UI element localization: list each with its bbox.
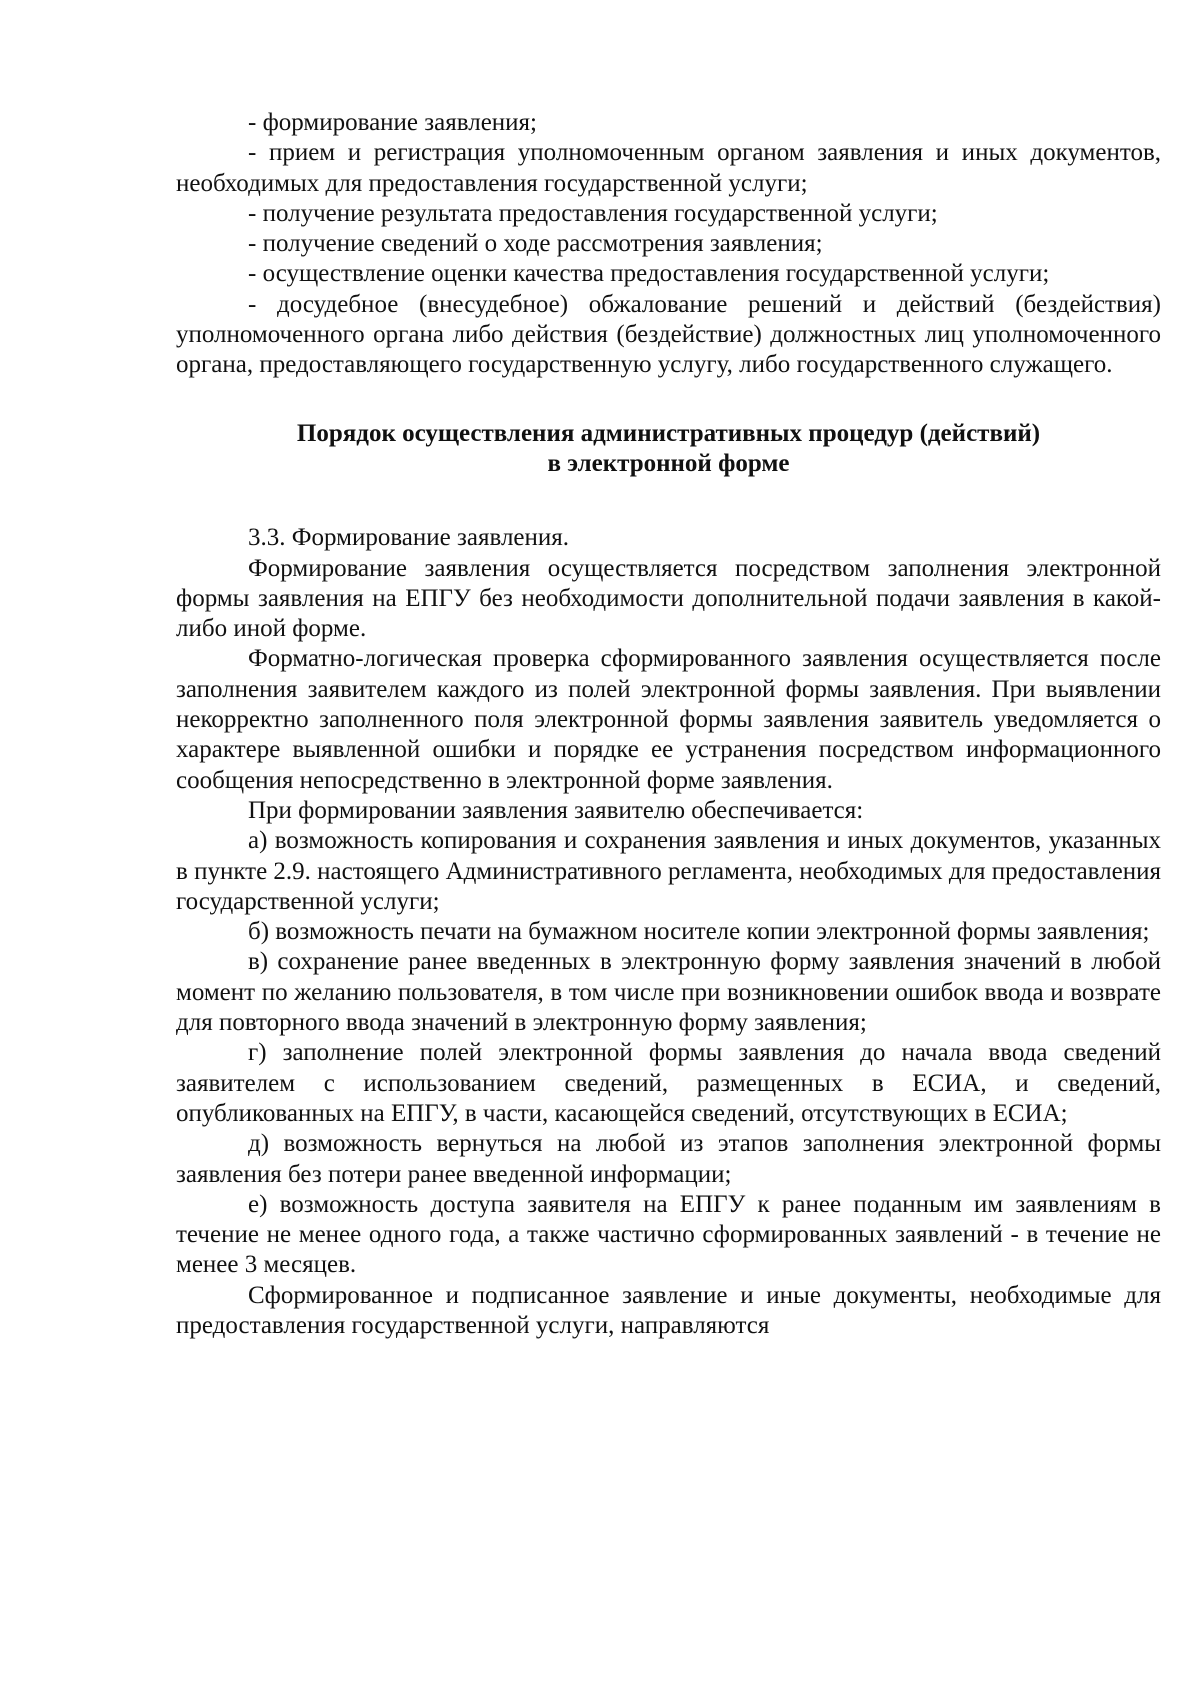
list-item: г) заполнение полей электронной формы заявления до начала ввода сведений заявителем с использованием сведений, размещенных в ЕСИА, и сведений, опубликованных на ЕПГУ, в части, касающейся сведений, отсутствующих в ЕСИА; [176, 1039, 1161, 1127]
list-item: е) возможность доступа заявителя на ЕПГУ к ранее поданным им заявлениям в течение не менее одного года, а также частично сформированных заявлений - в течение не менее 3 месяцев. [176, 1190, 1161, 1279]
spacer [176, 479, 1161, 523]
paragraph: Сформированное и подписанное заявление и иные документы, необходимые для предоставления государственной услуги, направляются [176, 1281, 1161, 1339]
heading-line: Порядок осуществления административных процедур (действий) [296, 419, 1041, 447]
list-item: - досудебное (внесудебное) обжалование решений и действий (бездействия) уполномоченного органа либо действия (бездействие) должностных лиц уполномоченного органа, предоставляющего государственную услугу, либо государственного служащего. [176, 290, 1161, 379]
list-item: в) сохранение ранее введенных в электронную форму заявления значений в любой момент по желанию пользователя, в том числе при возникновении ошибок ввода и возврате для повторного ввода значений в электронную форму заявления; [176, 948, 1161, 1037]
list-item: - получение результата предоставления государственной услуги; [248, 199, 938, 227]
list-item: б) возможность печати на бумажном носителе копии электронной формы заявления; [248, 918, 1150, 946]
paragraph: Форматно-логическая проверка сформированного заявления осуществляется после заполнения заявителем каждого из полей электронной формы заявления. При выявлении некорректно заполненного поля электронной формы заявления заявитель уведомляется о характере выявленной ошибки и порядке ее устранения посредством информационного сообщения непосредственно в электронной форме заявления. [176, 645, 1161, 794]
list-item: а) возможность копирования и сохранения заявления и иных документов, указанных в пункте 2.9. настоящего Административного регламента, необходимых для предоставления государственной услуги; [176, 827, 1161, 915]
heading-line: в электронной форме [547, 449, 790, 477]
list-item: - прием и регистрация уполномоченным органом заявления и иных документов, необходимых для предоставления государственной услуги; [176, 139, 1161, 197]
list-item: - осуществление оценки качества предоставления государственной услуги; [248, 260, 1050, 288]
list-item: д) возможность вернуться на любой из этапов заполнения электронной формы заявления без потери ранее введенной информации; [176, 1130, 1161, 1188]
section-title: 3.3. Формирование заявления. [248, 524, 570, 552]
list-item: - получение сведений о ходе рассмотрения заявления; [248, 230, 823, 258]
document-body [176, 108, 1161, 1341]
section-heading [176, 419, 1161, 480]
paragraph: При формировании заявления заявителю обеспечивается: [248, 796, 864, 824]
list-item: - формирование заявления; [248, 109, 537, 136]
paragraph: Формирование заявления осуществляется посредством заполнения электронной формы заявления на ЕПГУ без необходимости дополнительной подачи заявления в какой-либо иной форме. [176, 554, 1161, 643]
